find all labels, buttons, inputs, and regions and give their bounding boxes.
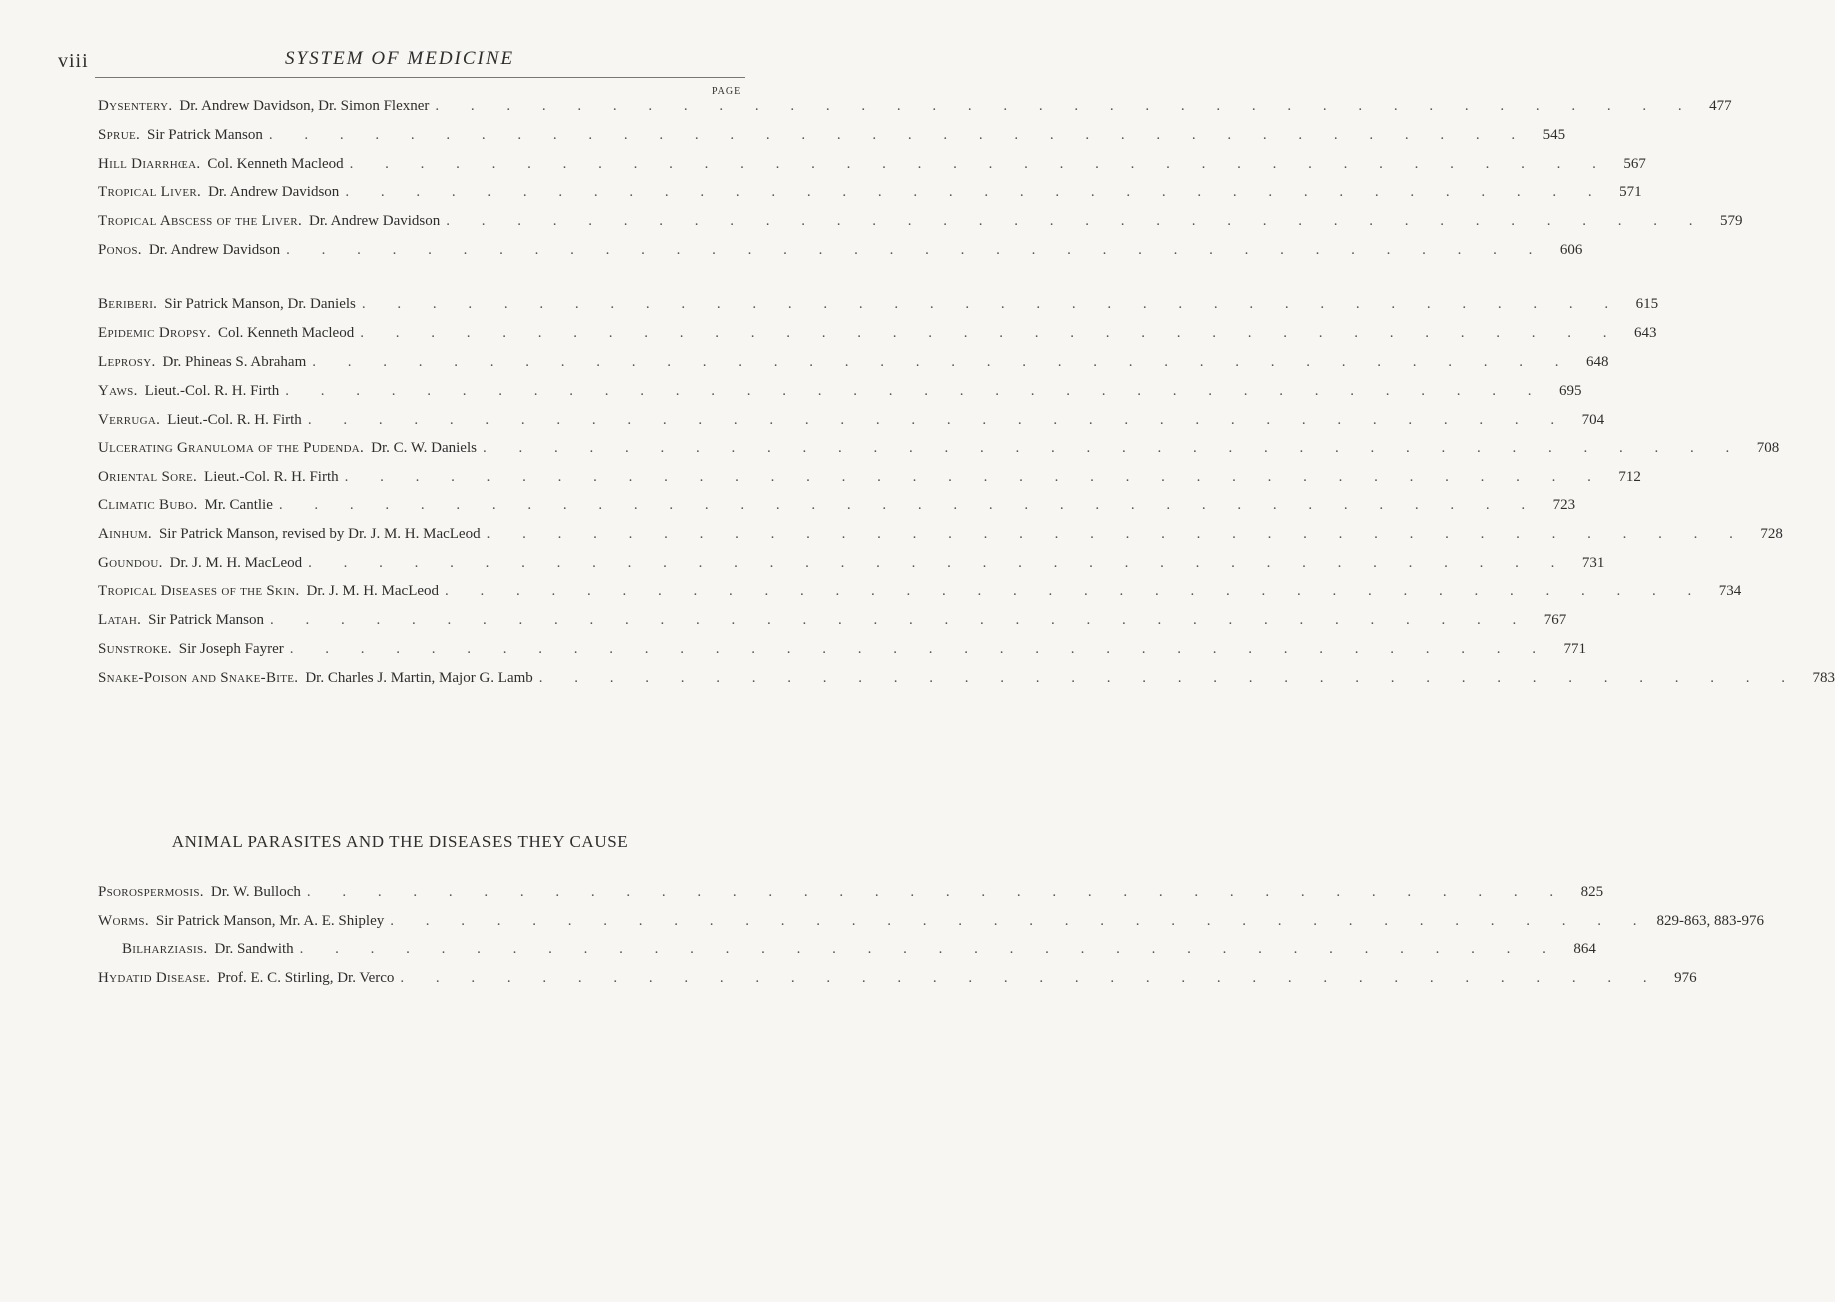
toc-entry (98, 184, 1642, 206)
entry-page-number: 728 (1760, 526, 1783, 542)
dot-leader: . . . . . . . . . . . . . . . . . . . . . . . . . . . . . . . . . . . . (285, 383, 1546, 399)
dot-leader: . . . . . . . . . . . . . . . . . . . . . . . . . . . . . . . . . . . . (307, 412, 1569, 428)
toc-entry (98, 296, 1659, 318)
entry-author: Sir Patrick Manson, Mr. A. E. Shipley (155, 913, 385, 929)
toc-entry (98, 383, 1582, 405)
dot-leader: . . . . . . . . . . . . . . . . . . . . . . . . . . . . . . . . . . . . (286, 242, 1547, 258)
entry-page-number: 648 (1586, 354, 1609, 370)
toc-entry (122, 941, 1596, 963)
entry-page-number: 767 (1543, 612, 1567, 628)
toc-entry (98, 670, 1835, 692)
entry-title: Hydatid Disease. (98, 970, 211, 986)
dot-leader: . . . . . . . . . . . . . . . . . . . . . . . . . . . . . . . . . . . . (278, 497, 1540, 513)
toc-entry (98, 98, 1732, 120)
dot-leader: . . . . . . . . . . . . . . . . . . . . . . . . . . . . . . . . . . . . (344, 469, 1605, 485)
entry-author: Dr. Andrew Davidson (148, 242, 281, 258)
page-number: viii (58, 50, 89, 72)
entry-page-number: 704 (1581, 412, 1605, 428)
dot-leader: . . . . . . . . . . . . . . . . . . . . . . . . . . . . . . . . . . . . (435, 98, 1696, 114)
entry-author: Lieut.-Col. R. H. Firth (144, 383, 280, 399)
entry-title: Ulcerating Granuloma of the Pudenda. (98, 440, 365, 456)
toc-entry (98, 641, 1587, 663)
dot-leader: . . . . . . . . . . . . . . . . . . . . . . . . . . . . . . . . . . . . (308, 555, 1569, 571)
entry-author: Dr. Andrew Davidson (208, 184, 340, 200)
entry-title: Climatic Bubo. (98, 497, 198, 513)
entry-title: Beriberi. (98, 296, 158, 312)
entry-page-number: 825 (1580, 884, 1604, 900)
entry-page-number: 708 (1756, 440, 1780, 456)
dot-leader: . . . . . . . . . . . . . . . . . . . . . . . . . . . . . . . . . . . . (482, 440, 1744, 456)
entry-title: Tropical Diseases of the Skin. (98, 583, 300, 599)
toc-entry (98, 440, 1780, 462)
toc-entry (98, 325, 1657, 347)
dot-leader: . . . . . . . . . . . . . . . . . . . . . . . . . . . . . . . . . . . . (360, 325, 1621, 341)
toc-entry (98, 127, 1566, 149)
dot-leader: . . . . . . . . . . . . . . . . . . . . . . . . . . . . . . . . . . . . (486, 526, 1747, 542)
dot-leader: . . . . . . . . . . . . . . . . . . . . . . . . . . . . . . . . . . . . (400, 970, 1661, 986)
entry-page-number: 723 (1552, 497, 1576, 513)
dot-leader: . . . . . . . . . . . . . . . . . . . . . . . . . . . . . . . . . . . . (361, 296, 1623, 312)
toc-entry (98, 156, 1646, 178)
toc-entry (98, 884, 1604, 906)
entry-title: Goundou. (98, 555, 163, 571)
entry-author: Mr. Cantlie (204, 497, 273, 513)
dot-leader: . . . . . . . . . . . . . . . . . . . . . . . . . . . . . . . . . . . . (268, 127, 1530, 143)
entry-title: Dysentery. (98, 98, 173, 114)
dot-leader: . . . . . . . . . . . . . . . . . . . . . . . . . . . . . . . . . . . . (446, 213, 1707, 229)
entry-author: Dr. W. Bulloch (210, 884, 301, 900)
entry-title: Tropical Liver. (98, 184, 202, 200)
entry-page-number: 545 (1542, 127, 1566, 143)
entry-page-number: 783 (1812, 670, 1835, 686)
entry-author: Dr. C. W. Daniels (371, 440, 477, 456)
entry-author: Sir Patrick Manson (147, 127, 263, 143)
toc-entry (98, 526, 1783, 548)
dot-leader: . . . . . . . . . . . . . . . . . . . . . . . . . . . . . . . . . . . . (306, 884, 1568, 900)
entry-page-number: 712 (1618, 469, 1641, 485)
entry-page-number: 771 (1563, 641, 1587, 657)
entry-title: Latah. (98, 612, 142, 628)
entry-page-number: 567 (1623, 156, 1646, 172)
running-title: SYSTEM OF MEDICINE (285, 48, 515, 69)
dot-leader: . . . . . . . . . . . . . . . . . . . . . . . . . . . . . . . . . . . . (345, 184, 1606, 200)
entry-author: Dr. Phineas S. Abraham (162, 354, 307, 370)
dot-leader: . . . . . . . . . . . . . . . . . . . . . . . . . . . . . . . . . . . . (390, 913, 1651, 929)
entry-title: Worms. (98, 913, 149, 929)
entry-author: Dr. J. M. H. MacLeod (169, 555, 303, 571)
dot-leader: . . . . . . . . . . . . . . . . . . . . . . . . . . . . . . . . . . . . (445, 583, 1706, 599)
toc-entry (98, 555, 1605, 577)
entry-page-number: 477 (1709, 98, 1732, 114)
entry-page-number: 731 (1581, 555, 1605, 571)
entry-title: Sunstroke. (98, 641, 172, 657)
page-column-label: PAGE (712, 86, 742, 97)
entry-title: Snake-Poison and Snake-Bite. (98, 670, 299, 686)
entry-page-number: 571 (1619, 184, 1642, 200)
entry-title: Hill Diarrhœa. (98, 156, 201, 172)
entry-author: Dr. Charles J. Martin, Major G. Lamb (305, 670, 533, 686)
entry-page-number: 864 (1573, 941, 1596, 957)
toc-entry (98, 583, 1742, 605)
dot-leader: . . . . . . . . . . . . . . . . . . . . . . . . . . . . . . . . . . . . (312, 354, 1573, 370)
entry-page-number: 695 (1559, 383, 1582, 399)
entry-author: Sir Joseph Fayrer (178, 641, 284, 657)
dot-leader: . . . . . . . . . . . . . . . . . . . . . . . . . . . . . . . . . . . . (299, 941, 1560, 957)
entry-author: Sir Patrick Manson, Dr. Daniels (164, 296, 356, 312)
toc-entry (98, 612, 1567, 634)
section-heading: ANIMAL PARASITES AND THE DISEASES THEY CAUSE (171, 832, 629, 851)
entry-page-number: 829-863, 883-976 (1656, 913, 1764, 929)
entry-page-number: 579 (1720, 213, 1743, 229)
entry-author: Lieut.-Col. R. H. Firth (204, 469, 339, 485)
entry-page-number: 734 (1718, 583, 1742, 599)
entry-author: Sir Patrick Manson (148, 612, 264, 628)
dot-leader: . . . . . . . . . . . . . . . . . . . . . . . . . . . . . . . . . . . . (289, 641, 1551, 657)
entry-author: Dr. Sandwith (214, 941, 294, 957)
toc-entry (98, 242, 1583, 264)
toc-entry (98, 497, 1576, 519)
dot-leader: . . . . . . . . . . . . . . . . . . . . . . . . . . . . . . . . . . . . (538, 670, 1800, 686)
entry-author: Dr. Andrew Davidson (309, 213, 441, 229)
entry-title: Sprue. (98, 127, 141, 143)
entry-page-number: 643 (1633, 325, 1657, 341)
toc-entry (98, 412, 1605, 434)
entry-title: Verruga. (98, 412, 161, 428)
entry-title: Epidemic Dropsy. (98, 325, 211, 341)
header-rule (95, 77, 745, 78)
entry-title: Tropical Abscess of the Liver. (98, 213, 302, 229)
entry-title: Ponos. (98, 242, 142, 258)
toc-entry (98, 213, 1743, 235)
entry-title: Yaws. (98, 383, 138, 399)
entry-page-number: 606 (1559, 242, 1583, 258)
toc-entry (98, 354, 1609, 376)
entry-page-number: 976 (1674, 970, 1697, 986)
entry-author: Dr. Andrew Davidson, Dr. Simon Flexner (179, 98, 430, 114)
toc-entry (98, 469, 1641, 491)
entry-title: Ainhum. (98, 526, 152, 542)
entry-author: Col. Kenneth Macleod (217, 325, 355, 341)
entry-title: Bilharziasis. (122, 941, 208, 957)
entry-author: Lieut.-Col. R. H. Firth (167, 412, 302, 428)
toc-entry (98, 970, 1697, 992)
dot-leader: . . . . . . . . . . . . . . . . . . . . . . . . . . . . . . . . . . . . (270, 612, 1531, 628)
entry-author: Col. Kenneth Macleod (207, 156, 344, 172)
entry-author: Dr. J. M. H. MacLeod (306, 583, 440, 599)
entry-author: Sir Patrick Manson, revised by Dr. J. M. H. MacLeod (158, 526, 481, 542)
entry-author: Prof. E. C. Stirling, Dr. Verco (217, 970, 395, 986)
entry-title: Leprosy. (98, 354, 156, 370)
toc-entry (98, 913, 1764, 935)
entry-title: Psorospermosis. (98, 884, 204, 900)
entry-page-number: 615 (1635, 296, 1659, 312)
entry-title: Oriental Sore. (98, 469, 198, 485)
dot-leader: . . . . . . . . . . . . . . . . . . . . . . . . . . . . . . . . . . . . (349, 156, 1610, 172)
